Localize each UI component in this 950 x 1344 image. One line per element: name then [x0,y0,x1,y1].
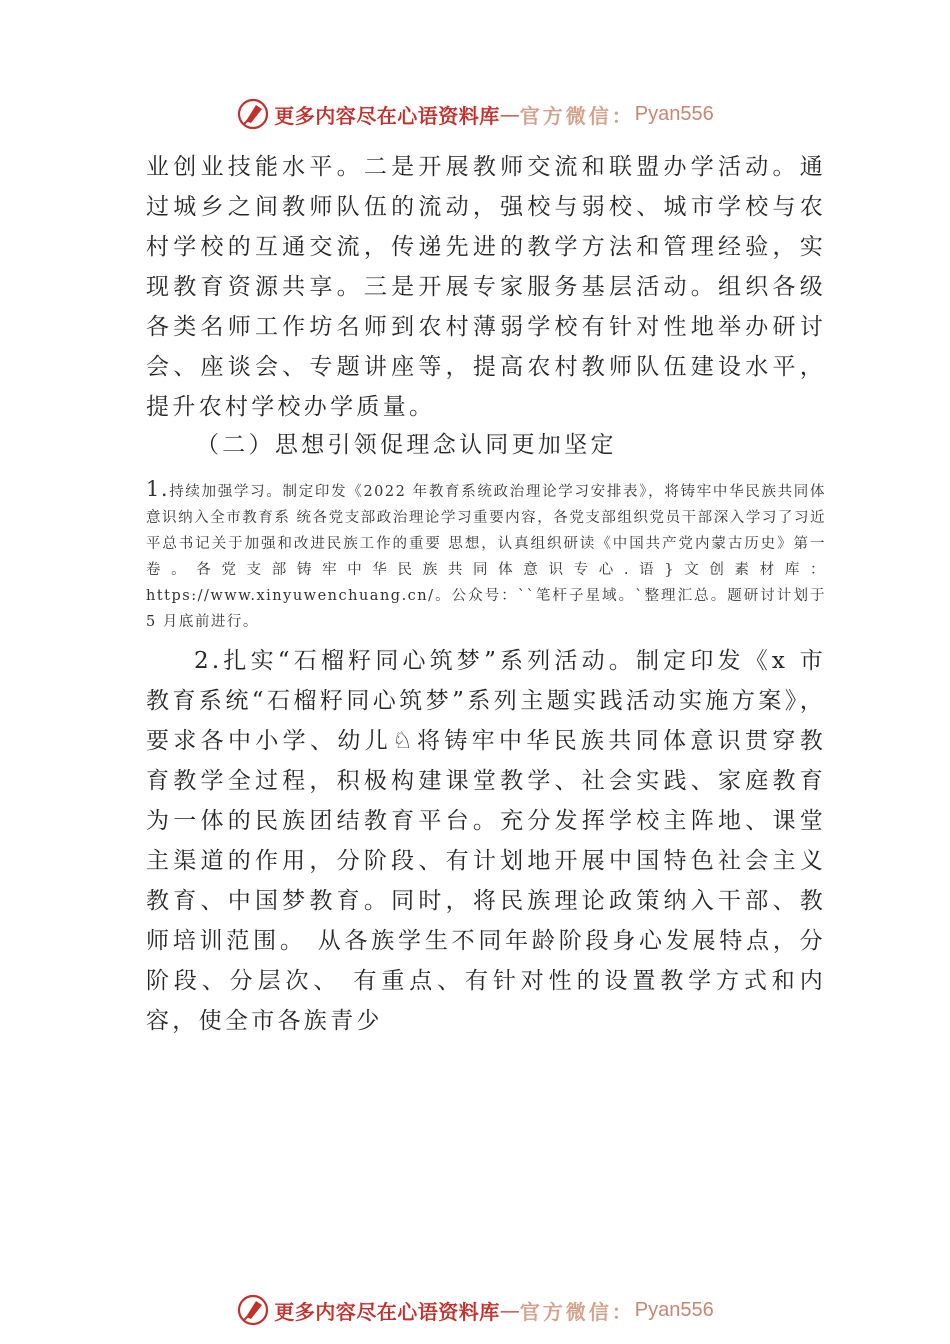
body-paragraph-1-container [146,147,826,427]
official-wechat-label: 官方微信： [519,103,635,128]
brand-text: 更多内容尽在心语资料库 [274,103,500,128]
pen-nib-logo-icon [236,97,270,131]
footer-banner [0,1290,950,1330]
pen-nib-logo-icon [236,1293,270,1327]
wechat-id: Pyan556 [634,102,714,125]
section-heading: （二）思想引领促理念认同更加坚定 [196,432,617,458]
item-2-paragraph: 2.扎实“石榴籽同心筑梦”系列活动。制定印发《x 市教育系统“石榴籽同心筑梦”系列主题实践活动实施方案》，要求各中小学、幼儿♘将铸牢中华民族共同体意识贯穿教育教学全过程，积极构建课堂教学、社会实践、家庭教育为一体的民族团结教育平台。充分发挥学校主阵地、课堂主渠道的作用，分阶段、有计划地开展中国特色社会主义教育、中国梦教育。同时，将民族理论政策纳入干部、教师培训范围。 从各族学生不同年龄阶段身心发展特点，分阶段、分层次、 有重点、有针对性的设置教学方式和内容，使全市各族青少 [146,648,826,1034]
item-1-number: 1. [146,477,170,501]
separator: — [499,102,520,126]
body-paragraph-1: 业创业技能水平。二是开展教师交流和联盟办学活动。通过城乡之间教师队伍的流动，强校与弱校、城市学校与农村学校的互通交流，传递先进的教学方法和管理经验，实现教育资源共享。三是开展专家服务基层活动。组织各级各类名师工作坊名师到农村薄弱学校有针对性地举办研讨会、座谈会、专题讲座等，提高农村教师队伍建设水平，提升农村学校办学质量。 [146,154,826,420]
separator: — [499,1298,520,1322]
item-1-paragraph [146,476,826,635]
header-banner [0,94,950,134]
official-wechat-label: 官方微信： [519,1299,635,1324]
item-2-container [146,641,826,1041]
brand-text: 更多内容尽在心语资料库 [274,1299,500,1324]
wechat-id: Pyan556 [634,1298,714,1321]
item-1-text: 持续加强学习。制定印发《2022 年教育系统政治理论学习安排表》，将铸牢中华民族共同体意识纳入全市教育系 统各党支部政治理论学习重要内容，各党支部组织党员干部深入学习了习近平总书记关于加强和改进民族工作的重要 思想，认真组织研读《中国共产党内蒙古历史》第一卷。各党支部铸牢中华民族共同体意识专心.语}文创素材库：https://www.xinyuwenchuang.cn/。公众号：``笔杆子星域。`整理汇总。题研讨计划于 5 月底前进行。 [146,484,826,630]
